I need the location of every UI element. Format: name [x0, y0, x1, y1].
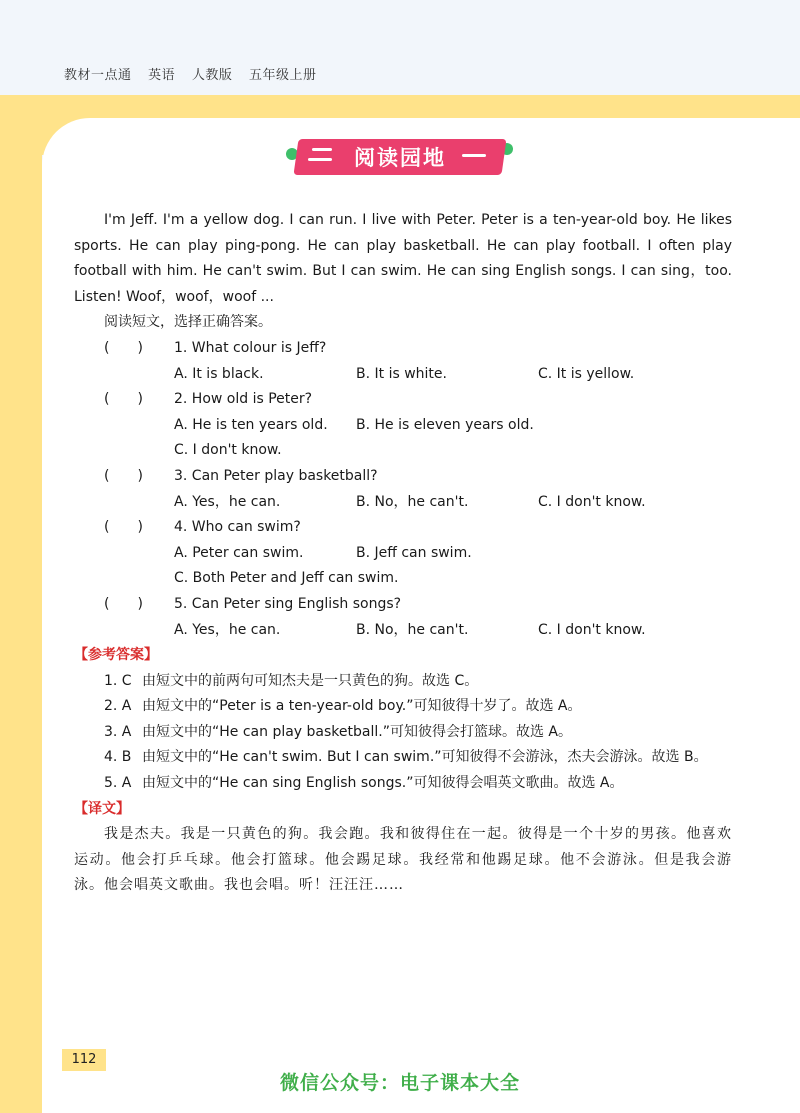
banner-dash	[462, 154, 486, 157]
answers-heading: 【参考答案】	[74, 647, 158, 664]
answer-explanation: 由短文中的前两句可知杰夫是一只黄色的狗。故选 C。	[142, 672, 479, 689]
answer-number: 3. A	[104, 723, 132, 740]
option-c: C. I don't know.	[174, 442, 282, 459]
answer-number: 4. B	[104, 749, 132, 766]
answer-number: 2. A	[104, 698, 132, 715]
header-edition: 人教版	[191, 68, 233, 83]
translation-heading: 【译文】	[74, 800, 130, 817]
answer-item	[104, 694, 732, 720]
title-banner	[293, 139, 506, 175]
option-c: C. I don't know.	[538, 493, 646, 510]
option-b: B. No，he can't.	[356, 493, 469, 510]
answer-explanation: 由短文中的“He can't swim. But I can swim.”可知彼得不会游泳，杰夫会游泳。故选 B。	[142, 749, 708, 766]
answer-item	[104, 669, 732, 695]
answer-item	[104, 720, 732, 746]
question-3	[74, 464, 732, 515]
option-c: C. Both Peter and Jeff can swim.	[174, 570, 399, 587]
option-b: B. Jeff can swim.	[356, 544, 472, 561]
answer-item	[74, 745, 732, 771]
option-a: A. Yes，he can.	[174, 493, 281, 510]
question-1	[74, 336, 732, 387]
answer-explanation: 由短文中的“He can sing English songs.”可知彼得会唱英文歌曲。故选 A。	[142, 775, 624, 792]
answer-blank[interactable]: ( )	[104, 519, 143, 536]
page-number: 112	[62, 1049, 106, 1071]
answer-blank[interactable]: ( )	[104, 391, 143, 408]
header-grade: 五年级上册	[248, 68, 317, 83]
option-b: B. No，he can't.	[356, 621, 469, 638]
reading-passage: I'm Jeff. I'm a yellow dog. I can run. I live with Peter. Peter is a ten-year-old boy. He likes sports. He can play ping-pong. He can play basketball. He can play football. I often play football with him. He can't swim. But I can swim. He can sing English songs. I can sing，too. Listen! Woof，woof，woof ...	[74, 212, 732, 305]
question-text: 5. Can Peter sing English songs?	[174, 595, 402, 612]
main-content	[74, 208, 732, 899]
section-title: 阅读园地	[354, 146, 446, 170]
answer-blank[interactable]: ( )	[104, 595, 143, 612]
translation-text: 我是杰夫。我是一只黄色的狗。我会跑。我和彼得住在一起。彼得是一个十岁的男孩。他喜欢运动。他会打乒乓球。他会打篮球。他会踢足球。我经常和他踢足球。他不会游泳。但是我会游泳。他会唱英文歌曲。我也会唱。听！汪汪汪……	[74, 826, 732, 894]
option-c: C. I don't know.	[538, 621, 646, 638]
option-a: A. Yes，he can.	[174, 621, 281, 638]
question-2	[74, 387, 732, 464]
answer-explanation: 由短文中的“Peter is a ten-year-old boy.”可知彼得十岁了。故选 A。	[142, 698, 582, 715]
answer-blank[interactable]: ( )	[104, 467, 143, 484]
question-4	[74, 515, 732, 592]
instruction: 阅读短文，选择正确答案。	[104, 314, 272, 331]
watermark: 微信公众号：电子课本大全	[279, 1072, 520, 1094]
option-a: A. He is ten years old.	[174, 416, 328, 433]
answer-explanation: 由短文中的“He can play basketball.”可知彼得会打篮球。故选 A。	[142, 723, 572, 740]
answer-item	[104, 771, 732, 797]
question-text: 4. Who can swim?	[174, 519, 301, 536]
header-book: 教材一点通	[64, 68, 132, 83]
banner-dash	[312, 148, 332, 151]
option-b: B. It is white.	[356, 365, 447, 382]
running-header	[64, 64, 328, 83]
option-a: A. It is black.	[174, 365, 264, 382]
option-b: B. He is eleven years old.	[356, 416, 534, 433]
question-text: 1. What colour is Jeff?	[174, 339, 327, 356]
question-5	[74, 592, 732, 643]
banner-dash	[308, 158, 332, 161]
answer-blank[interactable]: ( )	[104, 339, 143, 356]
answer-number: 5. A	[104, 775, 132, 792]
option-c: C. It is yellow.	[538, 365, 635, 382]
option-a: A. Peter can swim.	[174, 544, 304, 561]
answer-number: 1. C	[104, 672, 132, 689]
page-side-band	[0, 95, 42, 1113]
question-text: 2. How old is Peter?	[174, 391, 313, 408]
header-subject: 英语	[148, 68, 176, 83]
question-text: 3. Can Peter play basketball?	[174, 467, 378, 484]
